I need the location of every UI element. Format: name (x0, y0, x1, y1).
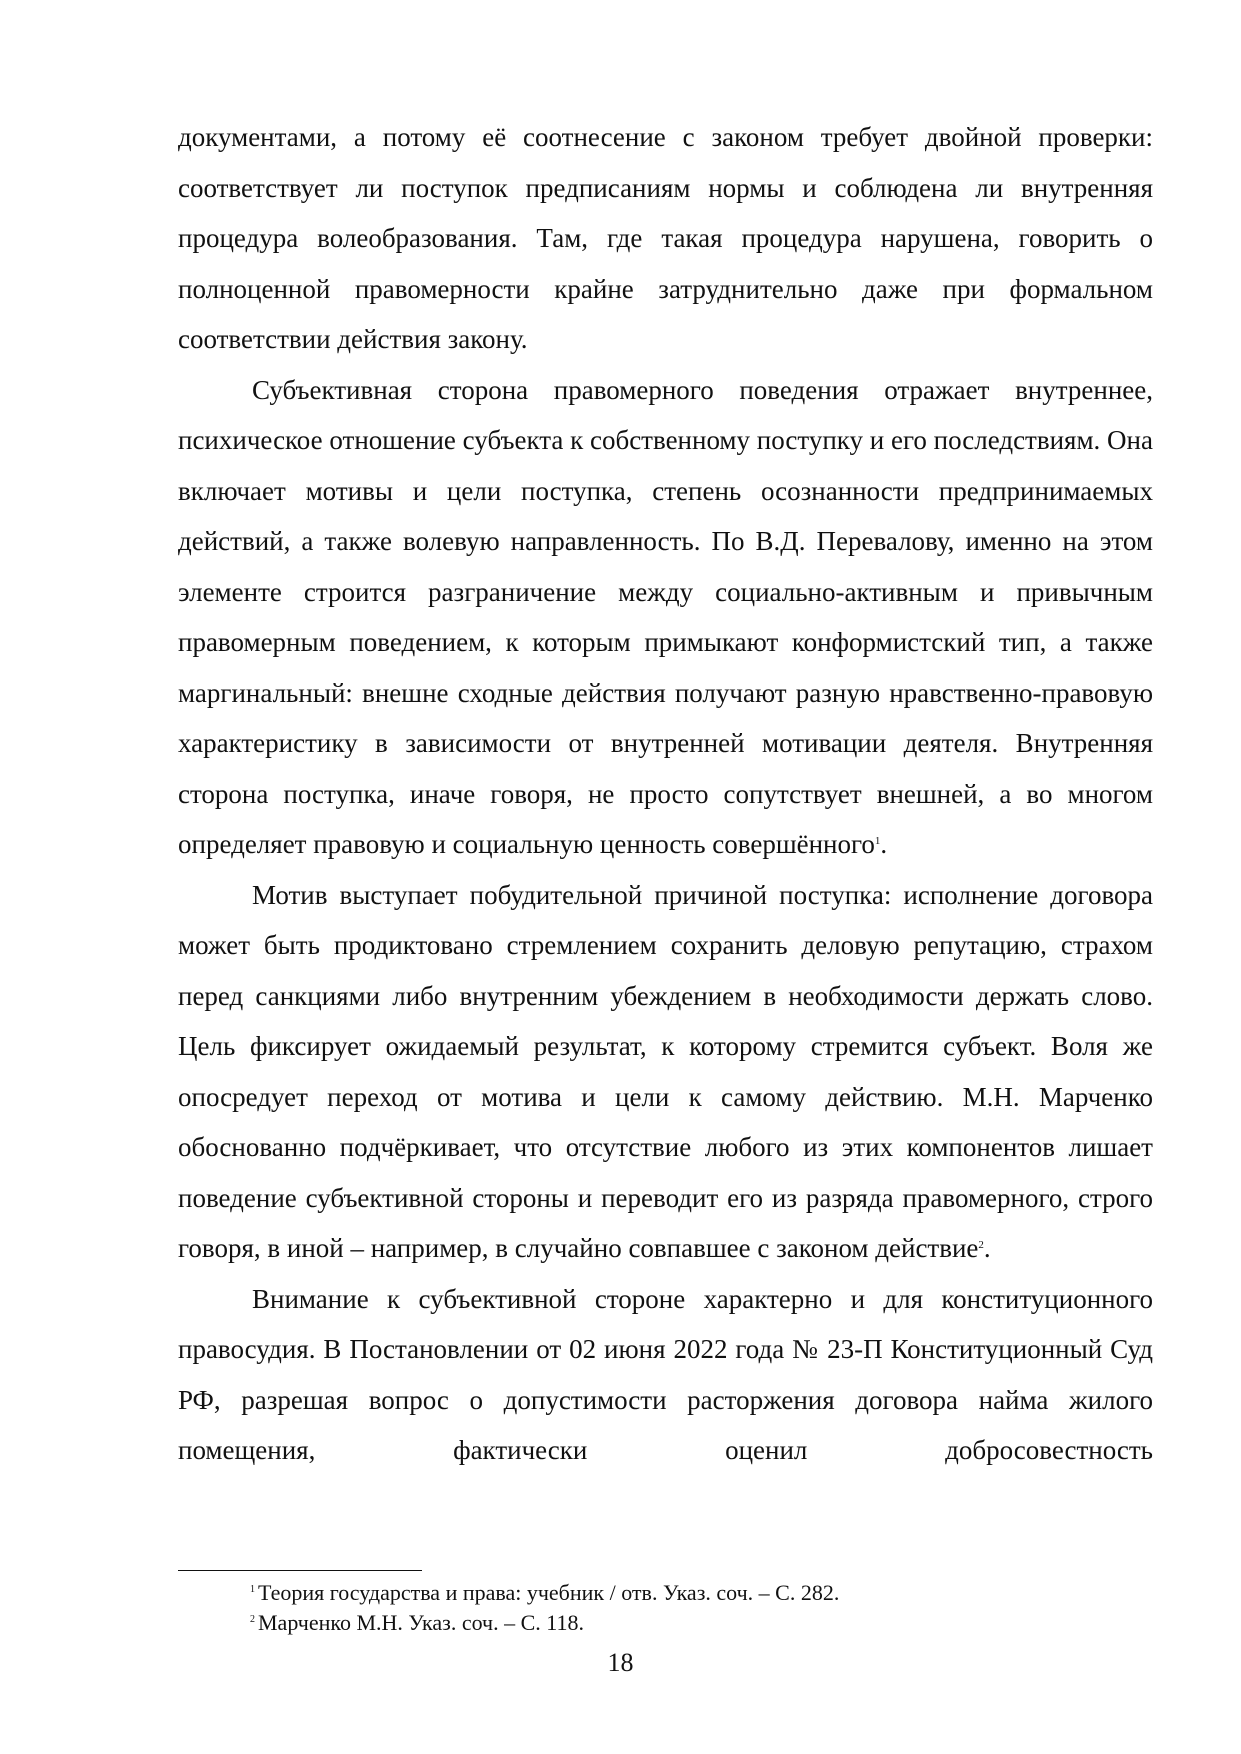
paragraph-3-tail: . (983, 1233, 991, 1263)
footnote-1 (178, 1578, 1153, 1608)
footnote-1-text: Теория государства и права: учебник / отв. Указ. соч. – С. 282. (258, 1580, 840, 1605)
footnote-1-mark: 1 (250, 1584, 255, 1595)
paragraph-2-text: Субъективная сторона правомерного поведения отражает внутреннее, психическое отношение субъекта к собственному поступку и его последствиям. Она включает мотивы и цели поступка, степень осознанности предпринимаемых действий, а также волевую направленность. По В.Д. Перевалову, именно на этом элементе строится разграничение между социально-активным и привычным правомерным поведением, к которым примыкают конформистский тип, а также маргинальный: внешне сходные действия получают разную нравственно-правовую характеристику в зависимости от внутренней мотивации деятеля. Внутренняя сторона поступка, иначе говоря, не просто сопутствует внешней, а во многом определяет правовую и социальную ценность совершённого (178, 374, 1153, 859)
document-body (178, 112, 1153, 1476)
paragraph-4 (178, 1274, 1153, 1476)
footnote-separator (178, 1570, 422, 1571)
paragraph-1 (178, 112, 1153, 365)
paragraph-1-text: документами, а потому её соотнесение с законом требует двойной проверки: соответствует ли поступок предписаниям нормы и соблюдена ли внутренняя процедура волеобразования. Там, где такая процедура нарушена, говорить о полноценной правомерности крайне затруднительно даже при формальном соответствии действия закону. (178, 122, 1153, 354)
paragraph-2 (178, 365, 1153, 870)
paragraph-2-tail: . (880, 829, 888, 859)
footnote-2-mark: 2 (250, 1614, 255, 1625)
footnote-2-text: Марченко М.Н. Указ. соч. – С. 118. (258, 1610, 584, 1635)
footnote-reference-2[interactable]: 2 (978, 1239, 984, 1251)
page-number: 18 (607, 1648, 634, 1677)
footnote-reference-1[interactable]: 1 (874, 835, 881, 847)
footnotes (178, 1578, 1153, 1638)
paragraph-3 (178, 870, 1153, 1274)
paragraph-4-text: Внимание к субъективной стороне характерно и для конституционного правосудия. В Постановлении от 02 июня 2022 года № 23-П Конституционный Суд РФ, разрешая вопрос о допустимости расторжения договора найма жилого помещения, фактически оценил добросовестность (178, 1283, 1153, 1465)
paragraph-3-text: Мотив выступает побудительной причиной поступка: исполнение договора может быть продиктовано стремлением сохранить деловую репутацию, страхом перед санкциями либо внутренним убеждением в необходимости держать слово. Цель фиксирует ожидаемый результат, к которому стремится субъект. Воля же опосредует переход от мотива и цели к самому действию. М.Н. Марченко обоснованно подчёркивает, что отсутствие любого из этих компонентов лишает поведение субъективной стороны и переводит его из разряда правомерного, строго говоря, в иной – например, в случайно совпавшее с законом действие (178, 879, 1153, 1263)
footnote-2 (178, 1608, 1153, 1638)
